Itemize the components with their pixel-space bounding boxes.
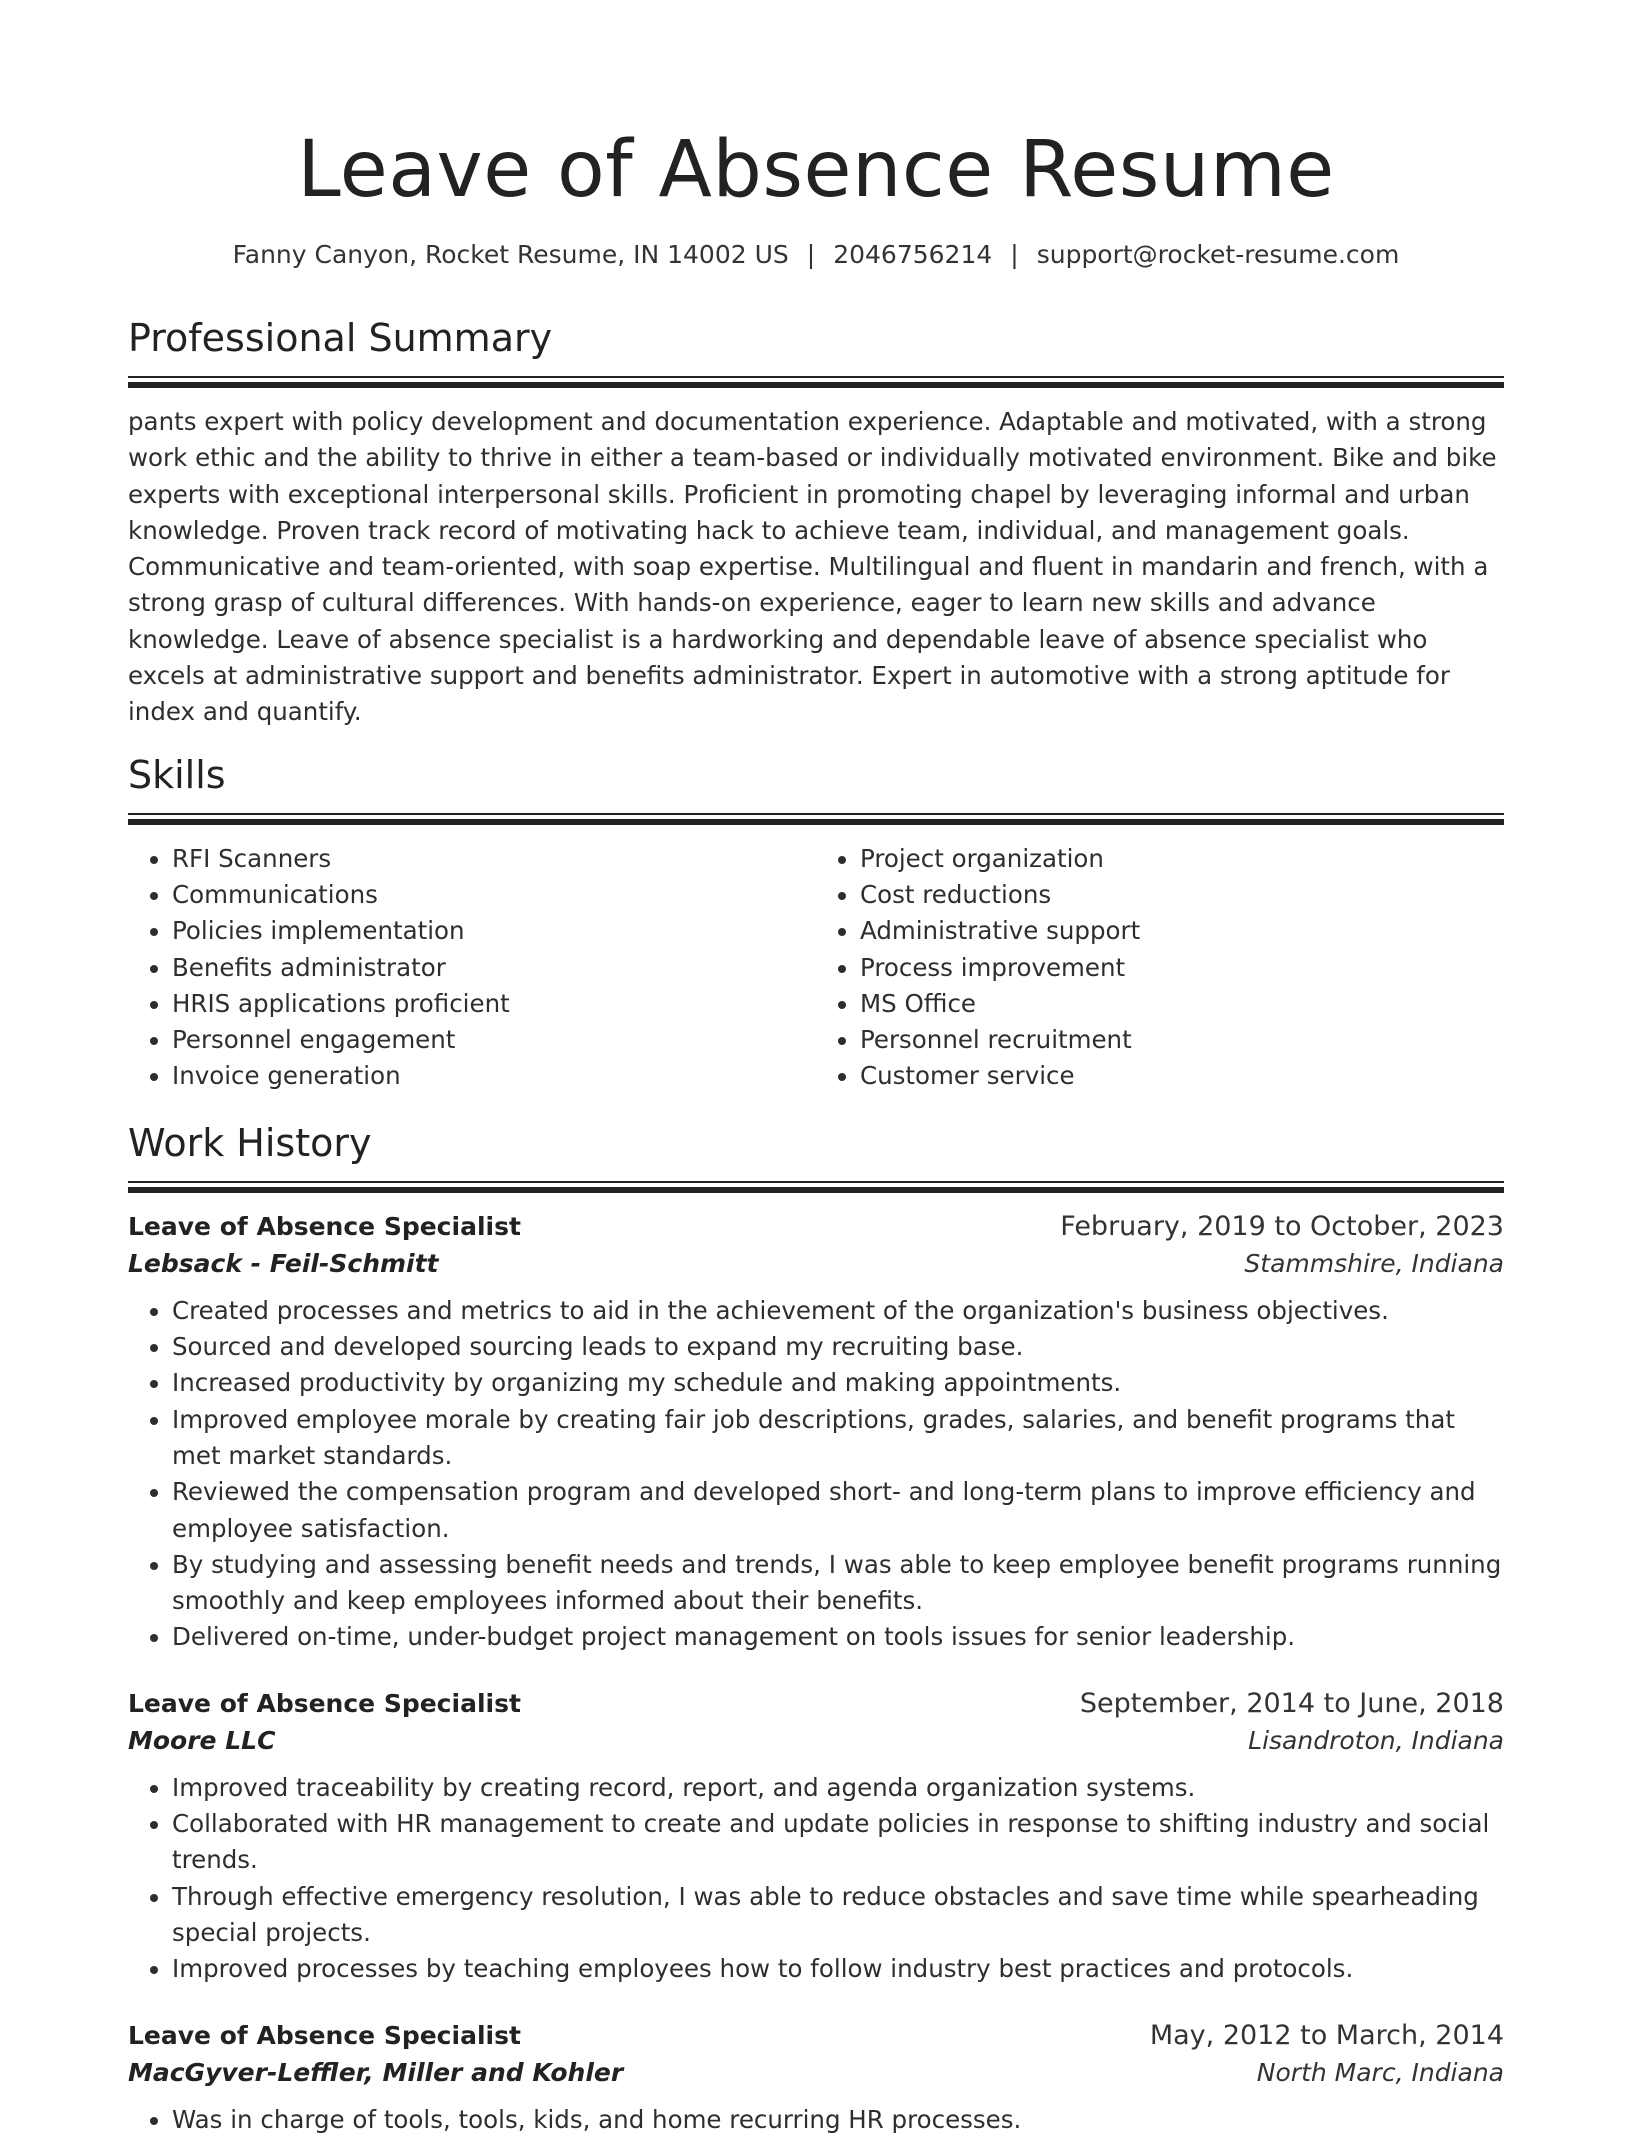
contact-phone: 2046756214 (833, 240, 993, 269)
job-location: Stammshire, Indiana (1244, 1248, 1504, 1278)
job-company-row (128, 1722, 1504, 1760)
contact-separator: | (806, 240, 816, 269)
skill-item: • MS Office (860, 986, 1504, 1022)
job-dates: September, 2014 to June, 2018 (1079, 1687, 1504, 1719)
skills-section (128, 751, 1504, 1095)
job-bullet: • Collaborated with HR management to create and update policies in response to shifting industry and social trends. (172, 1806, 1504, 1879)
job-bullet-list (128, 2102, 1504, 2138)
skills-grid (128, 841, 1504, 1095)
job-title: Leave of Absence Specialist (128, 1688, 521, 1718)
job-bullet: • Through effective emergency resolution, I was able to reduce obstacles and save time while spearheading special projects. (172, 1879, 1504, 1952)
contact-separator: | (1010, 240, 1019, 269)
job-bullet: • Reviewed the compensation program and developed short- and long-term plans to improve efficiency and employee satisfaction. (172, 1474, 1504, 1547)
summary-section (128, 314, 1504, 731)
skill-item: • Policies implementation (172, 913, 816, 949)
job-bullet-list (128, 1293, 1504, 1656)
skill-item: • Benefits administrator (172, 950, 816, 986)
job-entry (128, 1209, 1504, 1656)
section-divider (128, 1181, 1504, 1195)
skill-item: • RFI Scanners (172, 841, 816, 877)
contact-email: support@rocket-resume.com (1036, 240, 1400, 269)
job-company: MacGyver-Leffler, Miller and Kohler (128, 2057, 624, 2087)
skill-item: • Administrative support (860, 913, 1504, 949)
job-location: Lisandroton, Indiana (1248, 1725, 1504, 1755)
skill-item: • Communications (172, 877, 816, 913)
job-entry (128, 1686, 1504, 1988)
skill-item: • Personnel recruitment (860, 1022, 1504, 1058)
job-title: Leave of Absence Specialist (128, 2020, 521, 2050)
job-bullet: • Delivered on-time, under-budget project management on tools issues for senior leadership. (172, 1619, 1504, 1655)
skill-item: • Invoice generation (172, 1058, 816, 1094)
job-bullet-list (128, 1770, 1504, 1988)
skill-item: • Customer service (860, 1058, 1504, 1094)
section-divider (128, 376, 1504, 390)
contact-line (128, 238, 1504, 272)
job-bullet: • By studying and assessing benefit needs and trends, I was able to keep employee benefit programs running smoothly and keep employees informed about their benefits. (172, 1547, 1504, 1620)
job-header-row (128, 1209, 1504, 1245)
job-dates: February, 2019 to October, 2023 (1060, 1210, 1504, 1242)
section-divider (128, 813, 1504, 827)
job-dates: May, 2012 to March, 2014 (1149, 2019, 1504, 2051)
resume-page (128, 0, 1504, 2138)
skill-item: • Personnel engagement (172, 1022, 816, 1058)
summary-text: pants expert with policy development and documentation experience. Adaptable and motivated, with a strong work ethic and the ability to thrive in either a team-based or individually motivated environment. Bike and bike experts with exceptional interpersonal skills. Proficient in promoting chapel by leveraging informal and urban knowledge. Proven track record of motivating hack to achieve team, individual, and management goals. Communicative and team-oriented, with soap expertise. Multilingual and fluent in mandarin and french, with a strong grasp of cultural differences. With hands-on experience, eager to learn new skills and advance knowledge. Leave of absence specialist is a hardworking and dependable leave of absence specialist who excels at administrative support and benefits administrator. Expert in automotive with a strong aptitude for index and quantify. (128, 407, 1497, 727)
section-heading-summary: Professional Summary (128, 316, 553, 360)
resume-title: Leave of Absence Resume (297, 125, 1335, 215)
skill-item: • Project organization (860, 841, 1504, 877)
skill-item: • Cost reductions (860, 877, 1504, 913)
job-bullet: • Improved processes by teaching employees how to follow industry best practices and protocols. (172, 1951, 1504, 1987)
job-bullet: • Sourced and developed sourcing leads to expand my recruiting base. (172, 1329, 1504, 1365)
contact-address: Fanny Canyon, Rocket Resume, IN 14002 US (232, 240, 789, 269)
section-heading-work-history: Work History (128, 1120, 372, 1165)
job-bullet: • Improved employee morale by creating fair job descriptions, grades, salaries, and benefit programs that met market standards. (172, 1402, 1504, 1475)
job-bullet: • Was in charge of tools, tools, kids, and home recurring HR processes. (172, 2102, 1504, 2138)
work-history-section (128, 1119, 1504, 2138)
job-bullet: • Improved traceability by creating record, report, and agenda organization systems. (172, 1770, 1504, 1806)
job-company-row (128, 1245, 1504, 1283)
skill-item: • HRIS applications proficient (172, 986, 816, 1022)
job-company: Lebsack - Feil-Schmitt (128, 1248, 439, 1278)
skill-item: • Process improvement (860, 950, 1504, 986)
job-bullet: • Created processes and metrics to aid in the achievement of the organization's business objectives. (172, 1293, 1504, 1329)
job-header-row (128, 2018, 1504, 2054)
skills-list-right (816, 841, 1504, 1095)
job-header-row (128, 1686, 1504, 1722)
job-company-row (128, 2054, 1504, 2092)
section-heading-skills: Skills (128, 752, 226, 797)
job-bullet: • Increased productivity by organizing my schedule and making appointments. (172, 1365, 1504, 1401)
skills-list-left (128, 841, 816, 1095)
job-title: Leave of Absence Specialist (128, 1211, 521, 1241)
job-location: North Marc, Indiana (1256, 2057, 1504, 2087)
job-entry (128, 2018, 1504, 2138)
job-company: Moore LLC (128, 1725, 276, 1755)
